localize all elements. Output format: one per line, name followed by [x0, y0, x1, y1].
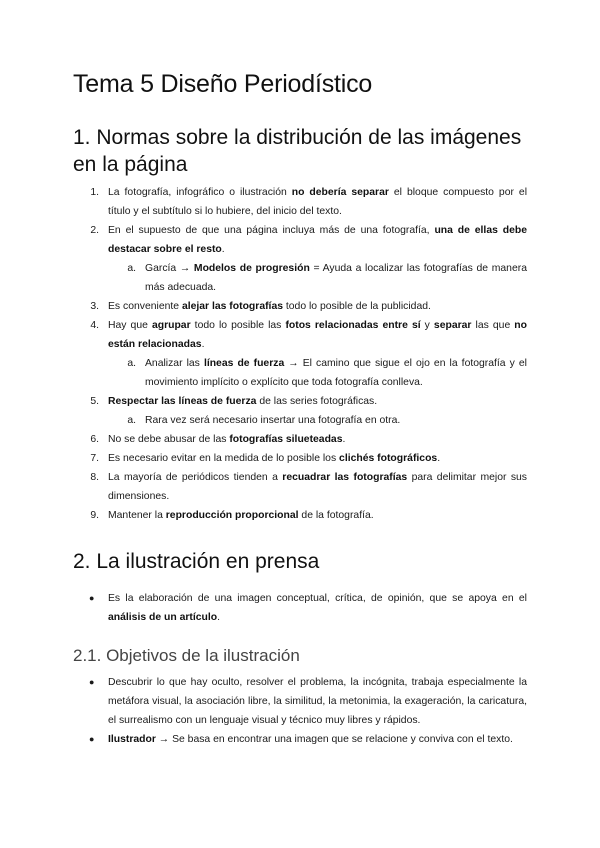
list-item [0, 468, 600, 506]
list-item [0, 183, 600, 221]
section-2-list [0, 589, 600, 627]
item-text: No se debe abusar de las [108, 434, 230, 445]
item-text: Mantener la [108, 510, 166, 521]
item-text: . [342, 434, 346, 445]
item-text: Es necesario evitar en la medida de lo posible los [108, 453, 340, 464]
list-item [0, 589, 600, 627]
item-bold: recuadrar las fotografías [282, 472, 408, 483]
bullet-icon: ● [89, 734, 95, 744]
item-text: todo lo posible de la publicidad. [283, 301, 431, 312]
sub-list-item [0, 354, 600, 392]
subsection-heading: 2.1. Objetivos de la ilustración [73, 646, 300, 665]
item-text: En el supuesto de que una página incluya más de una fotografía, [108, 225, 435, 236]
list-item [0, 506, 600, 525]
item-bold: líneas de fuerza [203, 358, 285, 369]
item-letter: a. [127, 415, 136, 426]
item-bold: fotos relacionadas entre sí [285, 320, 421, 331]
item-number: 4. [90, 320, 99, 331]
item-text: La mayoría de periódicos tienden a [108, 472, 283, 483]
item-text: La fotografía, infográfico o ilustración [108, 187, 292, 198]
item-number: 2. [90, 225, 99, 236]
item-number: 3. [90, 301, 99, 312]
bullet-icon: ● [89, 593, 95, 603]
section-heading-1: 1. Normas sobre la distribución de las imágenes en la página [73, 126, 522, 176]
item-text: = Ayuda a localizar las fotografías de manera más adecuada. [145, 263, 527, 293]
item-bold: alejar las fotografías [181, 301, 283, 312]
item-letter: a. [127, 358, 136, 369]
item-text: García → [145, 263, 194, 274]
item-text: Es conveniente [108, 301, 182, 312]
list-item [0, 392, 600, 411]
item-text: las que [471, 320, 515, 331]
subsection-list [0, 673, 600, 749]
item-text: . [217, 612, 221, 623]
item-number: 7. [90, 453, 99, 464]
list-item [0, 221, 600, 259]
item-bold: clichés fotográficos [339, 453, 438, 464]
section-1-list [0, 183, 600, 525]
list-item [0, 430, 600, 449]
item-text: de las series fotográficas. [256, 396, 378, 407]
item-text: el bloque compuesto por el título y el subtítulo si lo hubiere, del inicio del texto. [108, 187, 528, 217]
item-bold: agrupar [151, 320, 191, 331]
sub-list-item [0, 259, 600, 297]
item-text: para delimitar mejor sus dimensiones. [108, 472, 528, 502]
item-text: . [201, 339, 205, 350]
item-number: 5. [90, 396, 99, 407]
item-text: Rara vez será necesario insertar una fotografía en otra. [145, 415, 401, 426]
item-number: 6. [90, 434, 99, 445]
item-text: todo lo posible las [190, 320, 286, 331]
item-bold: no debería separar [291, 187, 389, 198]
item-bold: no están relacionadas [108, 320, 527, 350]
item-bold: fotografías silueteadas [229, 434, 343, 445]
item-letter: a. [127, 263, 136, 274]
item-text: Hay que [108, 320, 152, 331]
item-bold: Modelos de progresión [193, 263, 310, 274]
sub-list-item [0, 411, 600, 430]
item-text: Analizar las [145, 358, 204, 369]
list-item [0, 730, 600, 749]
item-bold: separar [433, 320, 472, 331]
item-text: → Se basa en encontrar una imagen que se relacione y conviva con el texto. [155, 734, 513, 745]
item-text: . [437, 453, 441, 464]
item-number: 9. [90, 510, 99, 521]
list-item [0, 316, 600, 354]
item-text: y [420, 320, 434, 331]
document-title: Tema 5 Diseño Periodístico [73, 70, 373, 98]
list-item [0, 673, 600, 730]
item-text: → El camino que sigue el ojo en la fotografía y el movimiento implícito o explícito que toda fotografía conlleva. [145, 358, 527, 388]
item-number: 8. [90, 472, 99, 483]
item-bold: una de ellas debe destacar sobre el resto [108, 225, 527, 255]
item-bold: reproducción proporcional [165, 510, 299, 521]
item-bold: Ilustrador [108, 734, 156, 745]
bullet-icon: ● [89, 677, 95, 687]
list-item [0, 297, 600, 316]
item-text: . [221, 244, 225, 255]
item-text: Es la elaboración de una imagen conceptual, crítica, de opinión, que se apoya en el [108, 593, 527, 604]
item-bold: análisis de un artículo [108, 612, 218, 623]
section-heading-2: 2. La ilustración en prensa [73, 550, 320, 573]
list-item [0, 449, 600, 468]
item-bold: Respectar las líneas de fuerza [108, 396, 257, 407]
item-number: 1. [90, 187, 99, 198]
item-text: de la fotografía. [298, 510, 374, 521]
item-text: Descubrir lo que hay oculto, resolver el problema, la incógnita, trabaja especialmente la metáfora visual, la asociación libre, la similitud, la metonimia, la exageración, la caricatura, el surrealismo con un lenguaje visual y técnico muy libres y rápidos. [108, 677, 527, 726]
